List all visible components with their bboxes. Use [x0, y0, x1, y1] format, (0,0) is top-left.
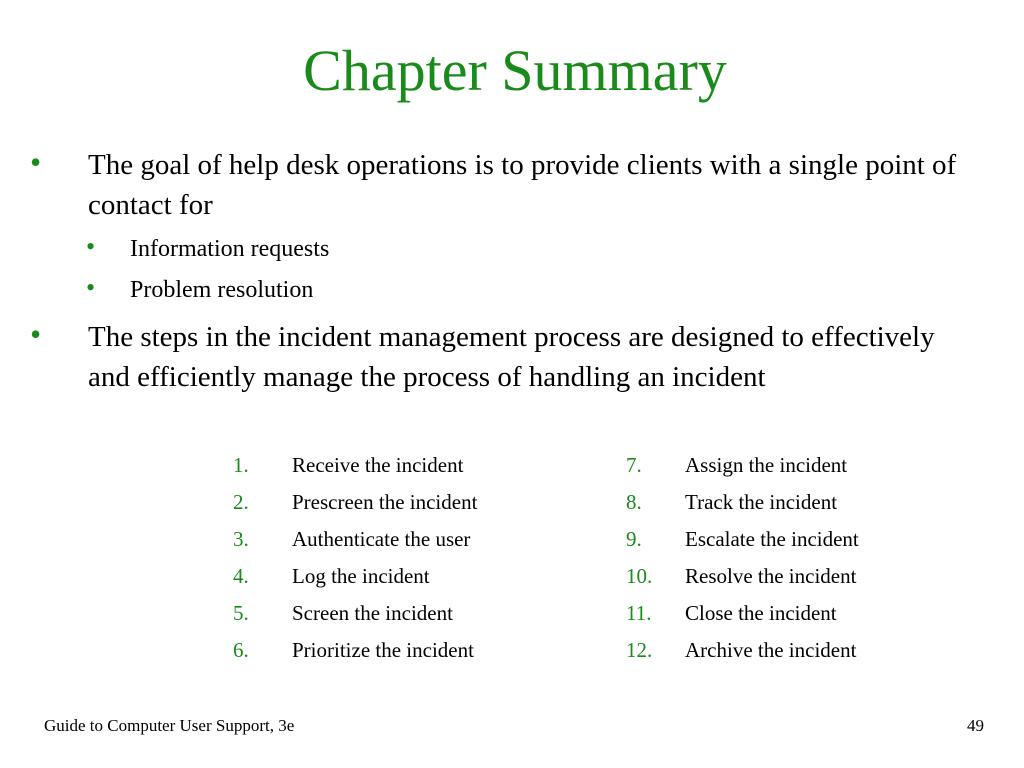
footer-book-title: Guide to Computer User Support, 3e: [44, 716, 295, 735]
step-text: Assign the incident: [685, 453, 848, 477]
bullet-item: [30, 316, 968, 397]
step-text: Receive the incident: [292, 453, 464, 477]
step-number: 5.: [233, 601, 249, 625]
step-text: Prioritize the incident: [292, 638, 474, 662]
sub-bullet-item: [86, 273, 314, 305]
step-number: 2.: [233, 490, 249, 514]
sub-bullet-item: [86, 232, 330, 264]
bullet-dot-icon: •: [30, 144, 42, 180]
sub-bullet-dot-icon: •: [86, 273, 96, 302]
step-text: Screen the incident: [292, 601, 453, 625]
footer-page-number: 49: [967, 716, 984, 735]
bullet-item: [30, 144, 968, 225]
sub-bullet-text: Information requests: [130, 236, 330, 262]
slide-title: Chapter Summary: [303, 38, 727, 103]
step-text: Archive the incident: [685, 638, 857, 662]
step-number: 6.: [233, 638, 249, 662]
step-number: 1.: [233, 453, 249, 477]
bullet-text: The goal of help desk operations is to provide clients with a single point of contact for: [88, 149, 957, 221]
bullet-text: The steps in the incident management process are designed to effectively and efficiently manage the process of handling an incident: [88, 321, 935, 393]
sub-bullet-dot-icon: •: [86, 232, 96, 261]
step-number: 7.: [626, 453, 642, 477]
step-number: 8.: [626, 490, 642, 514]
step-text: Track the incident: [685, 490, 838, 514]
sub-bullet-text: Problem resolution: [130, 277, 314, 303]
step-text: Escalate the incident: [685, 527, 859, 551]
step-text: Close the incident: [685, 601, 837, 625]
step-number: 4.: [233, 564, 249, 588]
step-number: 11.: [626, 601, 652, 625]
step-text: Prescreen the incident: [292, 490, 478, 514]
bullet-dot-icon: •: [30, 316, 42, 352]
step-number: 9.: [626, 527, 642, 551]
step-number: 3.: [233, 527, 249, 551]
step-number: 12.: [626, 638, 653, 662]
step-text: Authenticate the user: [292, 527, 471, 551]
step-number: 10.: [626, 564, 653, 588]
step-text: Log the incident: [292, 564, 430, 588]
step-text: Resolve the incident: [685, 564, 857, 588]
